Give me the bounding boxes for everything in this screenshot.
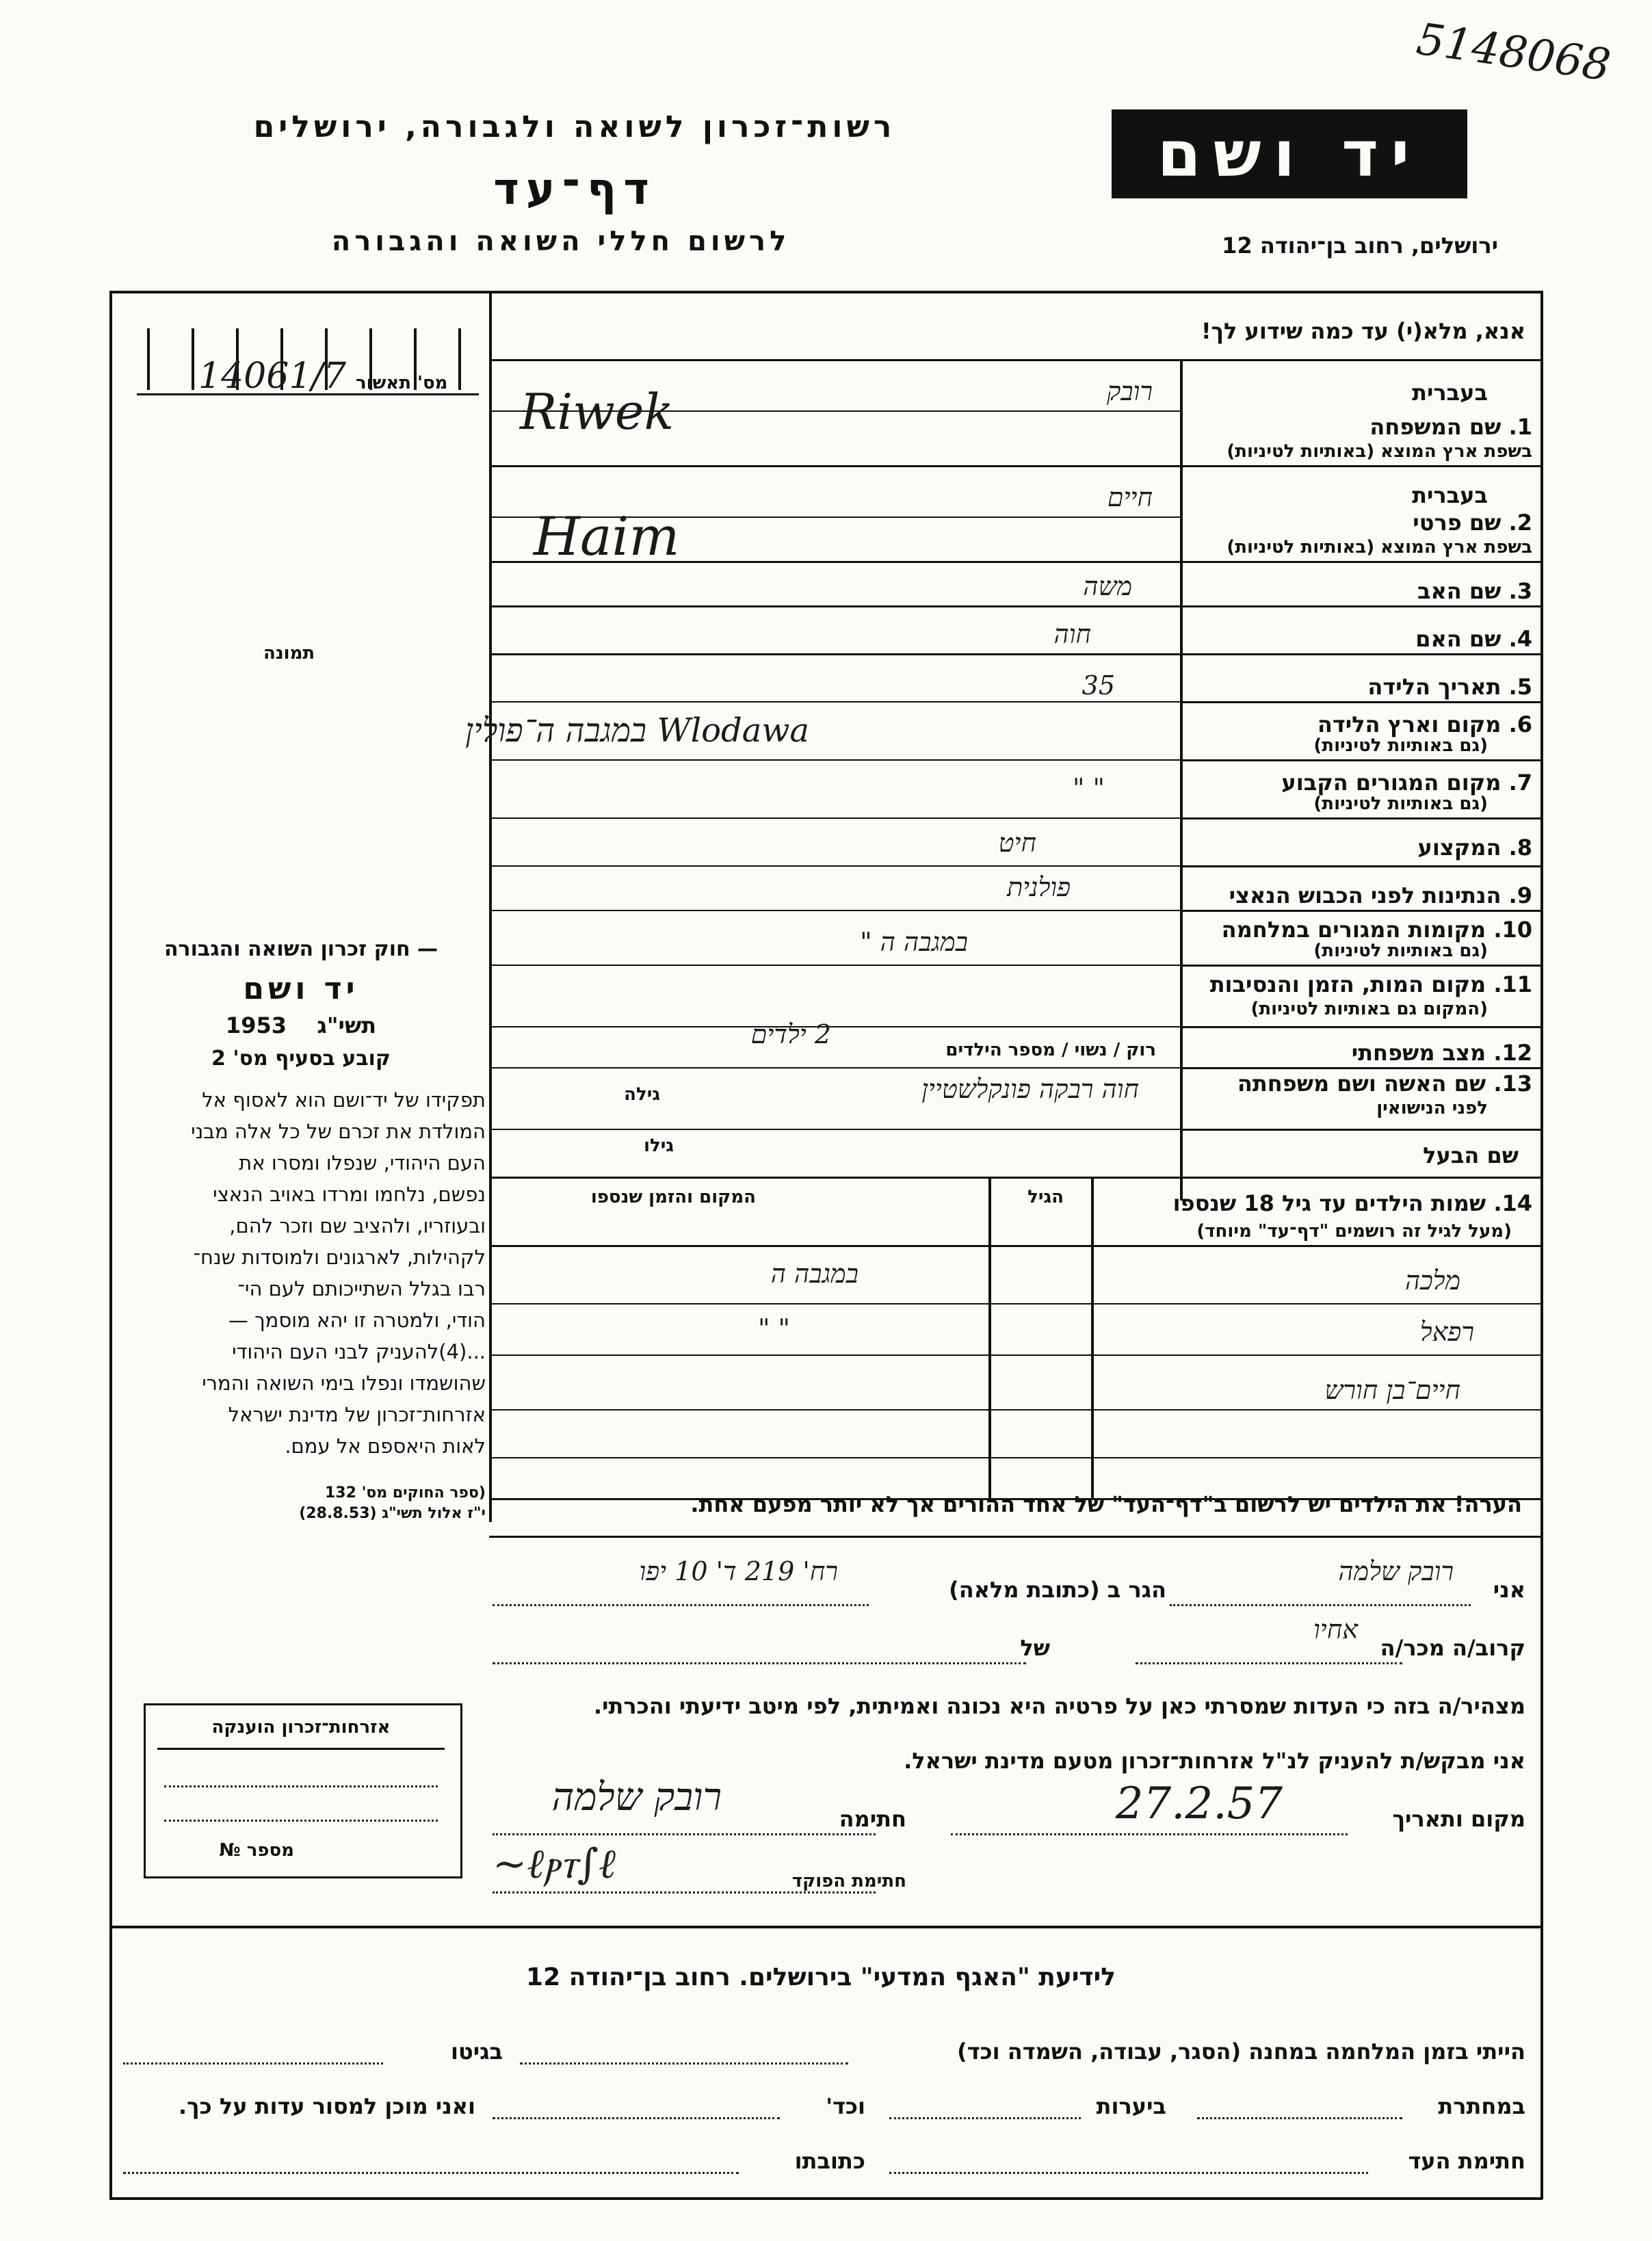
law-title: — חוק זכרון השואה והגבורה (163, 937, 438, 961)
note: הערה! את הילדים יש לרשום ב"דף־העד" של אחד ההורים אך לא יותר מפעם אחת. (690, 1491, 1522, 1517)
f9-label: 9. הנתינות לפני הכבוש הנאצי (1229, 882, 1532, 908)
law-line: שהושמדו ונפלו בימי השואה והמרי (202, 1372, 486, 1395)
official-label: חתימת הפוקד (791, 1871, 906, 1891)
f10-value: במגבה ה " (860, 927, 968, 957)
f13-age: גילה (624, 1084, 660, 1105)
law-ref-1: (ספר החוקים מס' 132 (324, 1484, 486, 1502)
signature-label: חתימה (839, 1806, 906, 1832)
f1-heb-label: בעברית (1412, 380, 1488, 406)
place-date-label: מקום ותאריך (1392, 1806, 1525, 1832)
f7-sub: (גם באותיות לטיניות) (1313, 794, 1488, 814)
husband-age: גילו (644, 1136, 674, 1156)
address: ירושלים, רחוב בן־יהודה 12 (1222, 233, 1498, 259)
f13-value: חוה רבקה פונקלשטיין (921, 1074, 1139, 1104)
f11-sub: (המקום גם באותיות לטיניות) (1250, 999, 1488, 1019)
permit-value: 14061/7 (198, 356, 347, 397)
law-year-heb: תשי"ג (317, 1012, 377, 1038)
law-line: המולדת את זכרם של כל אלה מבני (191, 1120, 486, 1143)
org-line: רשות־זכרון לשואה ולגבורה, ירושלים (253, 109, 896, 144)
f14-col-place: המקום והזמן שנספו (590, 1187, 756, 1207)
f8-label: 8. המקצוע (1417, 835, 1532, 861)
f1-label: 1. שם המשפחה (1369, 414, 1532, 440)
resides-label: הגר ב (כתובת מלאה) (949, 1577, 1166, 1603)
f2-heb-label: בעברית (1412, 482, 1488, 508)
bottom-line2-a: במחתרת (1438, 2093, 1525, 2119)
of-label: של (1020, 1635, 1050, 1661)
f2-value-lat: Haim (534, 506, 680, 568)
law-line: אזרחות־זכרון של מדינת ישראל (228, 1403, 486, 1426)
law-line: העם היהודי, שנפלו ומסרו את (239, 1151, 486, 1175)
f12-value: 2 ילדים (750, 1019, 831, 1049)
f6-value: במגבה ה־פולין Wlodawa (465, 711, 810, 750)
f2-value-heb: חיים (1107, 482, 1153, 512)
f8-value: חיט (998, 828, 1036, 858)
f1-sub: בשפת ארץ המוצא (באותיות לטיניות) (1227, 441, 1532, 462)
bottom-line1-b: בגיטו (451, 2039, 503, 2065)
i-label: אני (1493, 1577, 1525, 1603)
f12-label: 12. מצב משפחתי (1351, 1040, 1532, 1066)
date-value: 27.2.57 (1115, 1779, 1283, 1829)
f14-sub: (מעל לגיל זה רושמים "דף־עד" מיוחד) (1196, 1221, 1512, 1242)
f5-value: 35 (1081, 670, 1115, 700)
f7-value: " " (1072, 773, 1105, 803)
law-line: הודי, ולמטרה זו יהא מוסמך — (228, 1309, 486, 1332)
child-place: " " (757, 1313, 790, 1344)
child-name: מלכה (1404, 1266, 1460, 1296)
law-text (123, 1084, 486, 1462)
intro-note: אנא, מלא(י) עד כמה שידוע לך! (1201, 318, 1525, 344)
law-year (120, 1012, 482, 1038)
child-place: במגבה ה (770, 1259, 858, 1289)
yad-vashem-logo: יד ושם (1112, 109, 1467, 198)
law-org: יד ושם (243, 971, 359, 1006)
child-name: חיים־בן חורש (1324, 1375, 1460, 1405)
f6-sub: (גם באותיות לטיניות) (1313, 735, 1488, 756)
law-line: לקהילות, לארגונים ולמוסדות שנח־ (193, 1246, 486, 1269)
permit-label: מס' תאשור (356, 373, 448, 393)
address-value: רח' 219 ד' 10 יפו (639, 1556, 838, 1586)
f14-col-age: הגיל (1027, 1187, 1064, 1207)
bottom-line1-a: הייתי בזמן המלחמה במחנה (הסגר, עבודה, השמדה וכד) (957, 2039, 1525, 2065)
form-title: דף־עד (493, 164, 656, 215)
f5-label: 5. תאריך הלידה (1367, 674, 1532, 700)
bottom-line2-b: ביערות (1096, 2093, 1166, 2119)
form-subtitle: לרשום חללי השואה והגבורה (331, 226, 791, 257)
official-signature-mark: ~ℓⲣⲧ∫ℓ (493, 1840, 616, 1888)
bottom-line2-c: וכד' (826, 2093, 865, 2119)
f10-sub: (גם באותיות לטיניות) (1313, 941, 1488, 961)
f2-sub: בשפת ארץ המוצא (באותיות לטיניות) (1227, 537, 1532, 558)
husband-label: שם הבעל (1423, 1142, 1519, 1168)
declaration: מצהיר/ה בזה כי העדות שמסרתי כאן על פרטיה היא נכונה ואמיתית, לפי מיטב ידיעתי והכרתי. (593, 1693, 1525, 1719)
law-line: תפקידו של יד־ושם הוא לאסוף אל (202, 1088, 486, 1112)
law-line: נפשם, נלחמו ומרדו באויב הנאצי (213, 1183, 486, 1206)
relative-value: אחיו (1313, 1614, 1358, 1644)
signature-value: רובק שלמה (551, 1775, 722, 1820)
f6-label: 6. מקום וארץ הלידה (1317, 711, 1532, 737)
bottom-line3-a: חתימת העד (1408, 2148, 1525, 2174)
f13-label: 13. שם האשה ושם משפחתה (1237, 1071, 1532, 1097)
photo-label: תמונה (263, 643, 315, 664)
bottom-line2-d: ואני מוכן למסור עדות על כך. (178, 2093, 475, 2119)
cert-box-title: אזרחות־זכרון הוענקה (211, 1717, 391, 1738)
f2-label: 2. שם פרטי (1413, 510, 1532, 536)
f11-label: 11. מקום המות, הזמן והנסיבות (1209, 971, 1532, 997)
f4-label: 4. שם האם (1415, 626, 1532, 652)
f10-label: 10. מקומות המגורים במלחמה (1221, 917, 1532, 943)
f14-label: 14. שמות הילדים עד גיל 18 שנספו (1172, 1190, 1532, 1216)
law-line: רבו בגלל השתייכותם לעם הי־ (237, 1277, 486, 1300)
f4-value: חוה (1053, 619, 1091, 649)
law-ref-2: י"ז אלול תשי"ג (28.8.53) (299, 1505, 486, 1522)
stamp-number: 5148068 (1413, 14, 1614, 92)
relative-label: קרוב/ה מכר/ה (1380, 1635, 1525, 1661)
f12-options: רוק / נשוי / מספר הילדים (945, 1040, 1156, 1060)
child-name: רפאל (1419, 1317, 1474, 1347)
f1-value-lat: Riwek (520, 383, 674, 441)
f9-value: פולנית (1007, 872, 1071, 902)
f13-sub: לפני הנישואין (1376, 1098, 1488, 1118)
f1-value-heb: רובק (1106, 376, 1153, 406)
law-line: לאות היאספם אל עמם. (285, 1434, 486, 1458)
request: אני מבקש/ת להעניק לנ"ל אזרחות־זכרון מטעם מדינת ישראל. (904, 1748, 1525, 1774)
law-section: קובע בסעיף מס' 2 (211, 1047, 391, 1071)
bottom-line3-b: כתובתו (794, 2148, 865, 2174)
bottom-title: לידיעת "האגף המדעי" בירושלים. רחוב בן־יהודה 12 (526, 1963, 1116, 1991)
f3-value: משה (1083, 571, 1132, 601)
cert-box-number: מספר № (219, 1840, 294, 1861)
law-line: ...(4)להעניק לבני העם היהודי (232, 1340, 486, 1363)
f3-label: 3. שם האב (1417, 578, 1532, 604)
f7-label: 7. מקום המגורים הקבוע (1281, 770, 1532, 796)
law-line: ובעוזריו, ולהציב שם וזכר להם, (229, 1214, 486, 1237)
law-year-greg: 1953 (225, 1012, 287, 1038)
i-value: רובק שלמה (1338, 1556, 1454, 1586)
